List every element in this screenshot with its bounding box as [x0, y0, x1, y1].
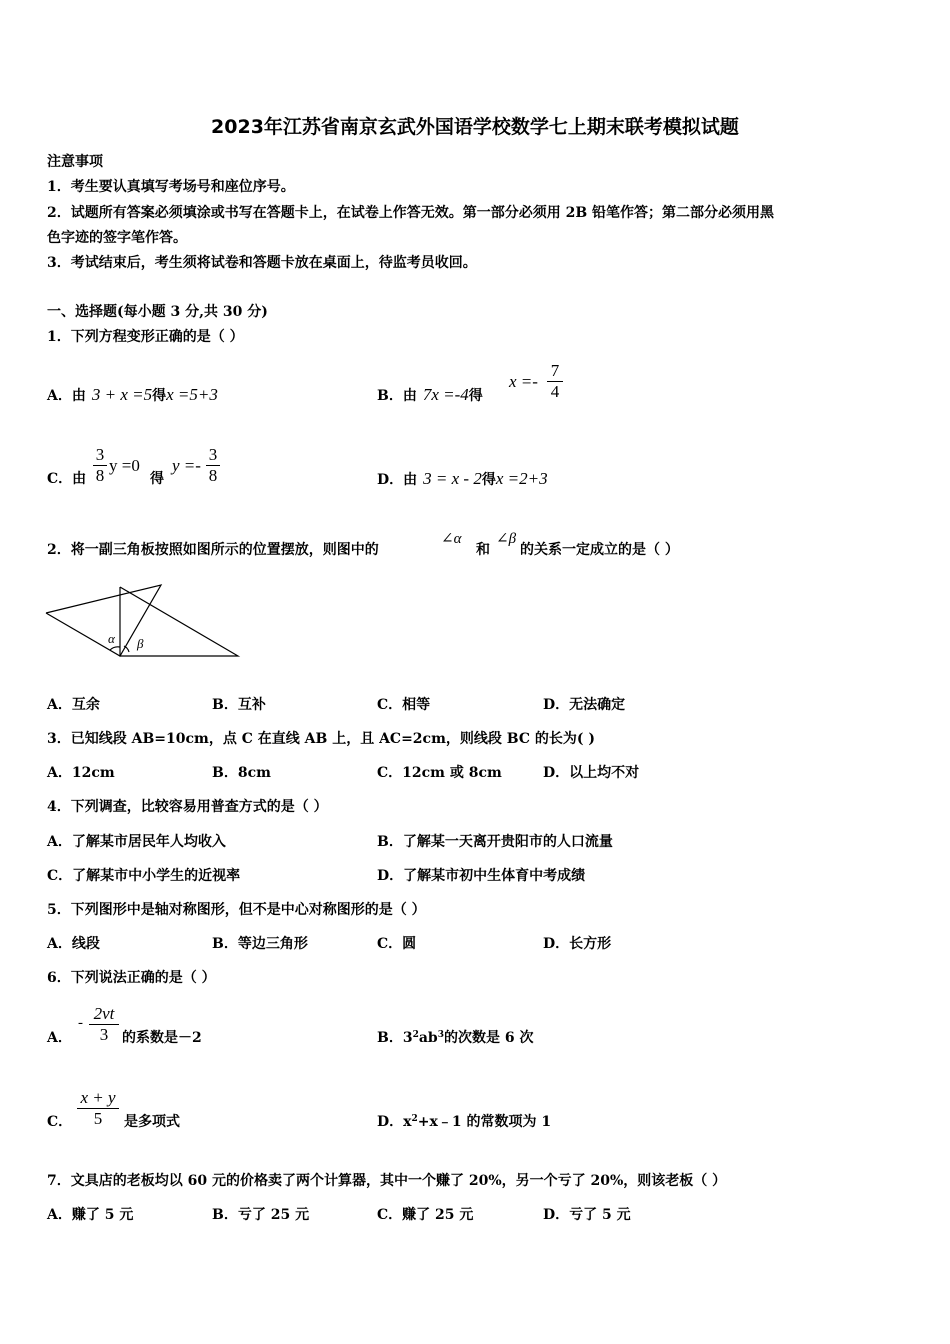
- notice-item-1: 1．考生要认真填写考场号和座位序号。: [47, 179, 295, 195]
- q1-b-eq1: 7x =-4: [422, 385, 469, 404]
- q1-c-den1: 8: [95, 466, 105, 485]
- q6-d-exp: 2: [411, 1114, 418, 1124]
- q4-option-a[interactable]: A．了解某市居民年人均收入: [47, 834, 226, 850]
- q5-stem: 5．下列图形中是轴对称图形，但不是中心对称图形的是（ ）: [47, 902, 426, 918]
- q1-a-eq1: 3 + x =5: [91, 385, 153, 404]
- q6-d-base: x: [403, 1114, 412, 1130]
- q6-option-b[interactable]: [377, 1028, 534, 1048]
- q1-c-fraction-2: [206, 445, 220, 486]
- q4-option-d[interactable]: D．了解某市初中生体育中考成绩: [377, 868, 586, 884]
- notice-item-2: 2．试题所有答案必须填涂或书写在答题卡上，在试卷上作答无效。第一部分必须用 2B 铅笔作答；第二部分必须用黑: [47, 205, 775, 221]
- q6-a-num: 2vt: [93, 1004, 115, 1023]
- q1-d-label: D．由: [377, 472, 418, 488]
- q6-a-fraction: [89, 1004, 119, 1045]
- q6-a-den: 3: [99, 1025, 109, 1044]
- q7-option-d[interactable]: D．亏了 5 元: [543, 1207, 631, 1223]
- q1-d-eq2: x =2+3: [495, 469, 548, 488]
- q1-a-mid: 得: [152, 388, 167, 404]
- q6-b-text: 的次数是 6 次: [444, 1030, 534, 1046]
- q7-option-c[interactable]: C．赚了 25 元: [377, 1207, 474, 1223]
- q1-b-lhs: x =-: [509, 372, 538, 391]
- q6-stem: 6．下列说法正确的是（ ）: [47, 970, 216, 986]
- q7-option-b[interactable]: B．亏了 25 元: [212, 1207, 310, 1223]
- q1-a-eq2: x =5+3: [166, 385, 218, 404]
- q3-option-a[interactable]: A．12cm: [47, 765, 115, 781]
- q6-c-den: 5: [93, 1109, 103, 1128]
- q6-option-c-label[interactable]: C．: [47, 1114, 73, 1130]
- q5-option-c[interactable]: C．圆: [377, 936, 417, 952]
- q3-option-d[interactable]: D．以上均不对: [543, 765, 640, 781]
- fig-beta-arc: [124, 646, 129, 652]
- q2-beta: ∠β: [496, 531, 517, 547]
- q6-c-fraction: [77, 1088, 119, 1129]
- q2-stem-a: 2．将一副三角板按照如图所示的位置摆放，则图中的: [47, 542, 379, 558]
- q6-b-exp2: 3: [437, 1030, 444, 1040]
- q6-a-sign: -: [78, 1015, 83, 1031]
- q2-alpha: ∠α: [441, 531, 462, 547]
- q1-c-den2: 8: [208, 466, 218, 485]
- q6-option-a-label[interactable]: A．: [47, 1030, 72, 1046]
- q5-option-b[interactable]: B．等边三角形: [212, 936, 308, 952]
- q2-option-c[interactable]: C．相等: [377, 697, 431, 713]
- section-heading: 一、选择题(每小题 3 分,共 30 分): [47, 304, 268, 320]
- fig-alpha-arc: [110, 647, 120, 650]
- notice-item-3: 3．考试结束后，考生须将试卷和答题卡放在桌面上，待监考员收回。: [47, 255, 477, 271]
- q6-a-text: 的系数是－2: [122, 1030, 202, 1046]
- q7-option-a[interactable]: A．赚了 5 元: [47, 1207, 134, 1223]
- q4-option-b[interactable]: B．了解某一天离开贵阳市的人口流量: [377, 834, 613, 850]
- q1-c-fraction-1: [93, 445, 107, 486]
- q6-b-label: B．: [377, 1030, 403, 1046]
- q5-option-a[interactable]: A．线段: [47, 936, 100, 952]
- q1-b-den: 4: [550, 382, 560, 401]
- page-title: 2023年江苏省南京玄武外国语学校数学七上期末联考模拟试题: [211, 116, 739, 138]
- q5-option-d[interactable]: D．长方形: [543, 936, 612, 952]
- q6-c-num: x + y: [80, 1088, 116, 1107]
- q1-a-label: A．由: [47, 388, 86, 404]
- q1-option-b[interactable]: [377, 385, 483, 406]
- q6-b-mid: ab: [418, 1030, 438, 1046]
- q2-option-a[interactable]: A．互余: [47, 697, 100, 713]
- q1-option-c-label[interactable]: C．由: [47, 471, 87, 487]
- q1-c-eq1: y =0: [109, 456, 140, 475]
- q1-b-fraction: [547, 361, 563, 402]
- q1-c-num2: 3: [208, 445, 218, 464]
- q1-c-lhs: y =-: [172, 456, 201, 475]
- q1-c-mid: 得: [150, 471, 164, 487]
- q2-option-d[interactable]: D．无法确定: [543, 697, 626, 713]
- q2-triangle-figure: [40, 578, 250, 664]
- q6-c-text: 是多项式: [124, 1114, 180, 1130]
- q6-b-exp1: 2: [412, 1030, 419, 1040]
- q3-option-c[interactable]: C．12cm 或 8cm: [377, 765, 502, 781]
- fig-beta-label: β: [137, 636, 144, 651]
- notice-heading: 注意事项: [47, 154, 103, 170]
- q1-b-num: 7: [550, 361, 560, 380]
- q3-stem: 3．已知线段 AB=10cm，点 C 在直线 AB 上，且 AC=2cm，则线段 BC 的长为( ): [47, 731, 595, 747]
- q1-option-a[interactable]: [47, 385, 218, 406]
- q1-b-mid: 得: [468, 388, 483, 404]
- q6-d-text: +x﹣1 的常数项为 1: [417, 1114, 552, 1130]
- q1-stem: 1．下列方程变形正确的是（ ）: [47, 329, 244, 345]
- q2-option-b[interactable]: B．互补: [212, 697, 266, 713]
- fig-alpha-label: α: [108, 631, 115, 646]
- q3-option-b[interactable]: B．8cm: [212, 765, 271, 781]
- q7-stem: 7．文具店的老板均以 60 元的价格卖了两个计算器，其中一个赚了 20%，另一个亏了 20%，则该老板（ ）: [47, 1173, 727, 1189]
- q1-d-mid: 得: [481, 472, 496, 488]
- q6-b-base: 3: [402, 1030, 413, 1046]
- notice-item-2-cont: 色字迹的签字笔作答。: [47, 230, 187, 246]
- q6-option-d[interactable]: [377, 1112, 551, 1132]
- q4-option-c[interactable]: C．了解某市中小学生的近视率: [47, 868, 241, 884]
- q1-d-eq1: 3 = x - 2: [423, 469, 482, 488]
- q2-stem-b: 的关系一定成立的是（ ）: [520, 542, 679, 558]
- q4-stem: 4．下列调查，比较容易用普查方式的是（ ）: [47, 799, 328, 815]
- fig-triangle-left: [46, 585, 161, 656]
- q2-and: 和: [476, 542, 490, 558]
- q6-d-label: D．: [377, 1114, 404, 1130]
- q1-c-num1: 3: [95, 445, 105, 464]
- q1-b-label: B．由: [377, 388, 417, 404]
- q1-option-d[interactable]: [377, 469, 548, 490]
